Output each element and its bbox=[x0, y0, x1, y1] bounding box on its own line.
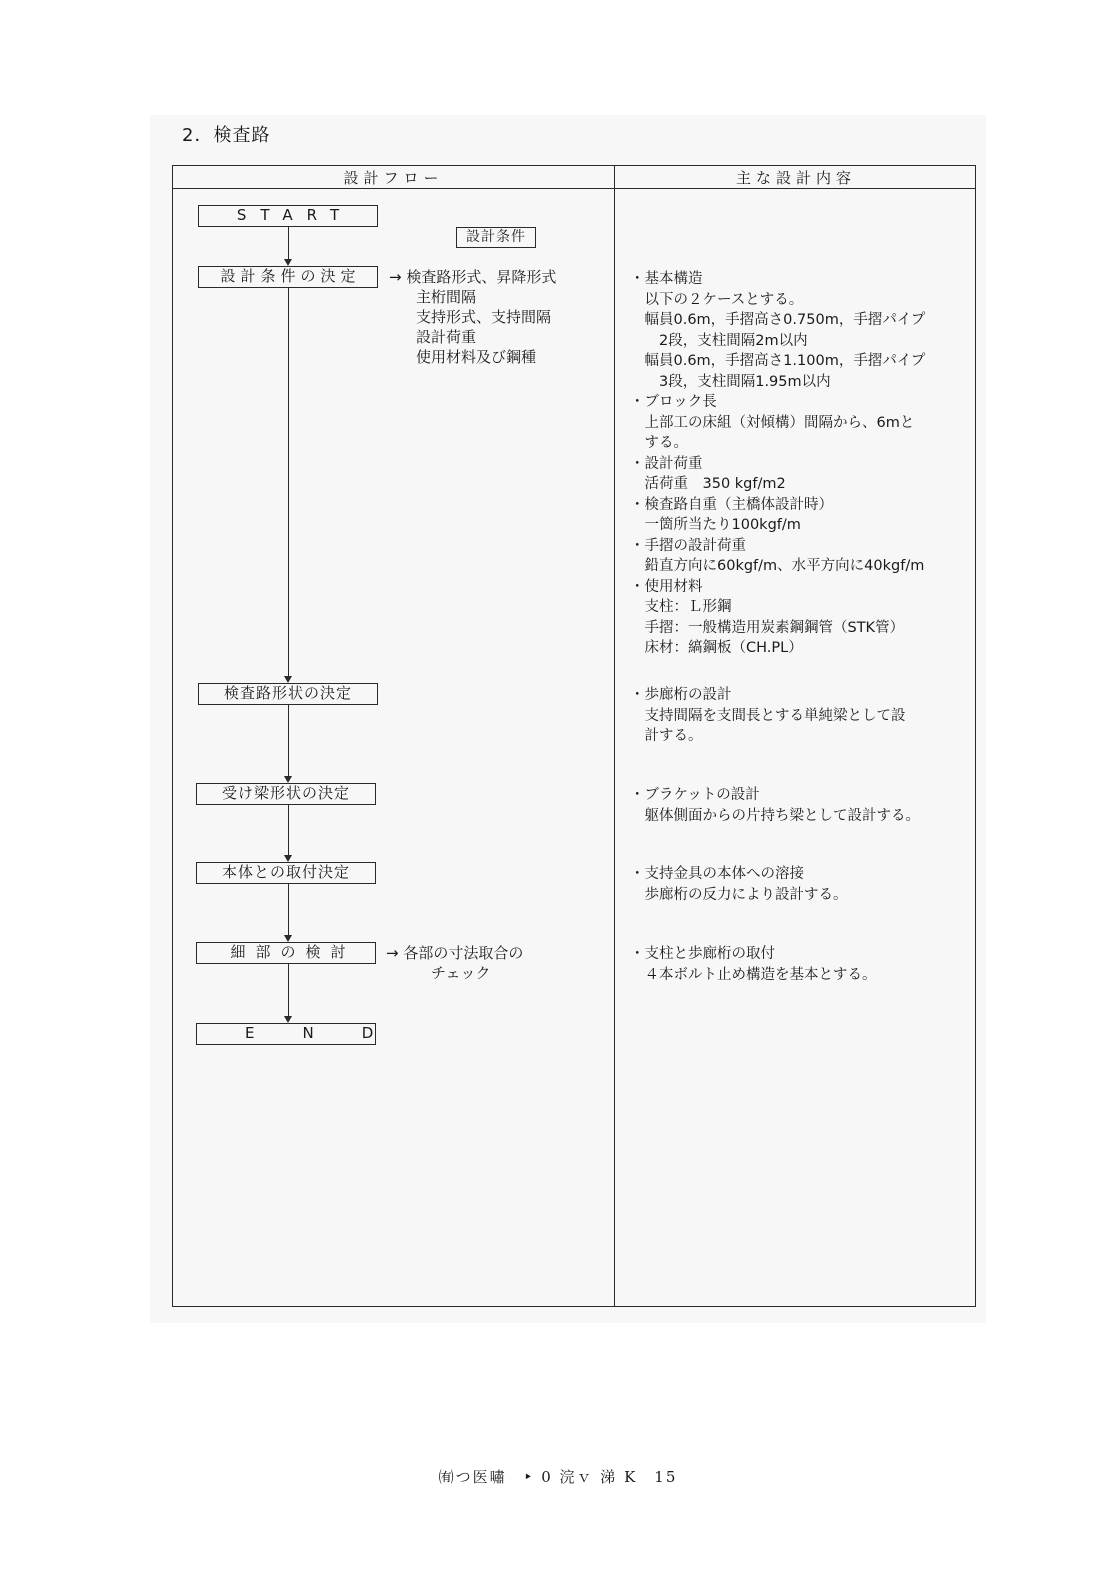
content-support-welding: ・支持金具の本体への溶接 歩廊桁の反力により設計する。 bbox=[630, 866, 848, 903]
page-footer: ㈲つ医嘯 ‣ 0 浣ｖ 涕 K 15 bbox=[438, 1468, 678, 1486]
arrow-down-icon bbox=[284, 1016, 292, 1023]
flow-step-inspection-path-shape: 検査路形状の決定 bbox=[198, 683, 378, 705]
connector-line bbox=[288, 884, 289, 935]
arrow-down-icon bbox=[284, 776, 292, 783]
flow-end-box: END bbox=[196, 1023, 376, 1045]
content-basic-structure: ・基本構造 以下の２ケースとする。 幅員0.6m，手摺高さ0.750m，手摺パイプ 2段，支柱間隔2m以内 幅員0.6m，手摺高さ1.100m，手摺パイプ 3段，支柱間隔1.95m以内 ・ブロック長 上部工の床組（対傾構）間隔から、6mと する。 ・設計荷重 活荷重 350 kgf/m2 ・検査路自重（主橋体設計時） 一箇所当たり100kgf/m ・手摺の設計荷重 鉛直方向に60kgf/m、水平方向に40kgf/m ・使用材料 支柱：Ｌ形鋼 手摺：一般構造用炭素鋼鋼管（STK管） 床材：縞鋼板（CH.PL） bbox=[630, 271, 926, 656]
content-post-attachment: ・支柱と歩廊桁の取付 ４本ボルト止め構造を基本とする。 bbox=[630, 946, 877, 983]
section-heading: 2．検査路 bbox=[182, 125, 271, 146]
content-bracket: ・ブラケットの設計 躯体側面からの片持ち梁として設計する。 bbox=[630, 787, 920, 824]
header-rule bbox=[173, 188, 975, 189]
connector-line bbox=[288, 805, 289, 855]
left-column-header: 設計フロー bbox=[343, 169, 444, 187]
content-walkway-girder: ・歩廊桁の設計 支持間隔を支間長とする単純梁として設 計する。 bbox=[630, 687, 906, 744]
arrow-down-icon bbox=[284, 259, 292, 266]
flow-step-receiving-beam-shape: 受け梁形状の決定 bbox=[196, 783, 376, 805]
right-column-header: 主な設計内容 bbox=[735, 169, 856, 187]
design-conditions-note: → 検査路形式、昇降形式 主桁間隔 支持形式、支持間隔 設計荷重 使用材料及び鋼種 bbox=[389, 268, 557, 366]
arrow-down-icon bbox=[284, 935, 292, 942]
flow-step-detail-check: 細部の検討 bbox=[196, 942, 376, 964]
flow-step-attachment: 本体との取付決定 bbox=[196, 862, 376, 884]
column-divider bbox=[614, 166, 615, 1306]
arrow-down-icon bbox=[284, 855, 292, 862]
connector-line bbox=[288, 288, 289, 676]
flow-step-design-conditions: 設計条件の決定 bbox=[198, 266, 378, 288]
flow-start-box: START bbox=[198, 205, 378, 227]
connector-line bbox=[288, 964, 289, 1016]
connector-line bbox=[288, 705, 289, 776]
connector-line bbox=[288, 227, 289, 259]
design-conditions-tag: 設計条件 bbox=[456, 227, 536, 248]
arrow-down-icon bbox=[284, 676, 292, 683]
detail-check-note: → 各部の寸法取合の チェック bbox=[386, 944, 524, 982]
